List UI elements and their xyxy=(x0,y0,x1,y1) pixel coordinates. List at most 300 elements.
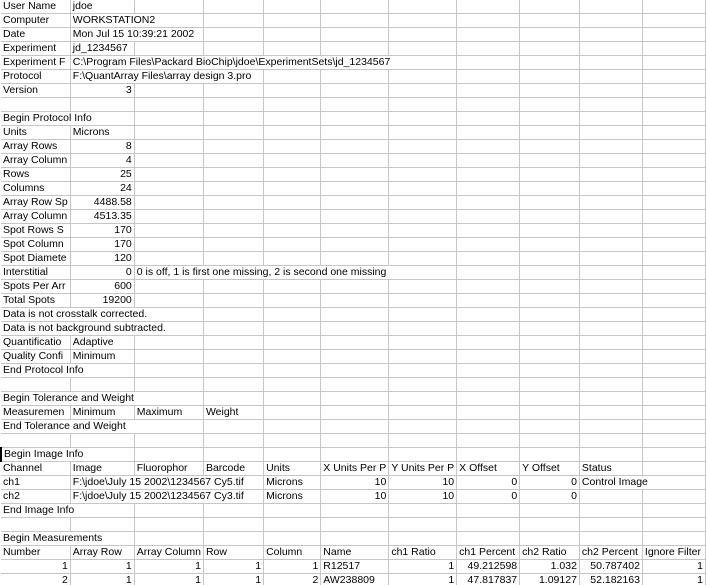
grid-cell-empty[interactable] xyxy=(579,196,642,210)
grid-cell-empty[interactable] xyxy=(389,196,457,210)
grid-cell-empty[interactable] xyxy=(642,14,705,28)
grid-cell-empty[interactable] xyxy=(520,504,580,518)
grid-cell-empty[interactable] xyxy=(134,0,203,14)
grid-cell[interactable]: 4 xyxy=(70,154,134,168)
grid-cell-empty[interactable] xyxy=(134,196,203,210)
grid-cell-empty[interactable] xyxy=(203,224,263,238)
grid-cell-empty[interactable] xyxy=(203,238,263,252)
grid-cell-empty[interactable] xyxy=(642,112,705,126)
grid-cell-empty[interactable] xyxy=(389,84,457,98)
grid-cell[interactable]: 25 xyxy=(70,168,134,182)
grid-cell[interactable]: Microns xyxy=(264,476,321,490)
grid-cell-empty[interactable] xyxy=(264,98,321,112)
grid-cell-empty[interactable] xyxy=(457,252,520,266)
grid-cell-empty[interactable] xyxy=(321,70,389,84)
grid-cell[interactable]: Data is not background subtracted. xyxy=(1,322,203,336)
grid-cell-empty[interactable] xyxy=(579,504,642,518)
grid-cell-empty[interactable] xyxy=(579,280,642,294)
grid-cell-empty[interactable] xyxy=(264,406,321,420)
grid-cell-empty[interactable] xyxy=(457,518,520,532)
grid-cell-empty[interactable] xyxy=(457,56,520,70)
grid-cell-empty[interactable] xyxy=(134,504,203,518)
grid-cell-empty[interactable] xyxy=(264,154,321,168)
grid-cell-empty[interactable] xyxy=(457,266,520,280)
grid-cell[interactable]: End Tolerance and Weight xyxy=(1,420,203,434)
grid-cell[interactable]: Array Column xyxy=(1,210,70,224)
grid-cell-empty[interactable] xyxy=(264,196,321,210)
grid-cell-empty[interactable] xyxy=(264,504,321,518)
grid-cell-empty[interactable] xyxy=(389,140,457,154)
grid-cell-empty[interactable] xyxy=(264,140,321,154)
grid-cell-empty[interactable] xyxy=(264,252,321,266)
grid-cell-empty[interactable] xyxy=(264,392,321,406)
grid-cell-empty[interactable] xyxy=(203,434,263,448)
grid-cell-empty[interactable] xyxy=(520,434,580,448)
grid-cell[interactable]: X Units Per P xyxy=(321,462,389,476)
grid-cell[interactable]: Quality Confi xyxy=(1,350,70,364)
grid-cell-empty[interactable] xyxy=(321,364,389,378)
grid-cell[interactable]: Number xyxy=(1,546,70,560)
grid-cell[interactable]: Date xyxy=(1,28,70,42)
grid-cell-empty[interactable] xyxy=(264,238,321,252)
grid-cell-empty[interactable] xyxy=(203,28,263,42)
grid-cell[interactable]: 10 xyxy=(321,490,389,504)
grid-cell-empty[interactable] xyxy=(264,350,321,364)
grid-cell-empty[interactable] xyxy=(134,532,203,546)
grid-cell-empty[interactable] xyxy=(264,434,321,448)
grid-cell-empty[interactable] xyxy=(321,224,389,238)
grid-cell-empty[interactable] xyxy=(579,168,642,182)
grid-cell-empty[interactable] xyxy=(203,112,263,126)
grid-cell-empty[interactable] xyxy=(642,140,705,154)
grid-cell-empty[interactable] xyxy=(203,98,263,112)
grid-cell-empty[interactable] xyxy=(389,224,457,238)
grid-cell-empty[interactable] xyxy=(203,168,263,182)
grid-cell-empty[interactable] xyxy=(264,42,321,56)
grid-cell-empty[interactable] xyxy=(579,84,642,98)
grid-cell-empty[interactable] xyxy=(134,182,203,196)
grid-cell-empty[interactable] xyxy=(70,378,134,392)
grid-cell-empty[interactable] xyxy=(389,238,457,252)
grid-cell-empty[interactable] xyxy=(642,280,705,294)
grid-cell[interactable]: Version xyxy=(1,84,70,98)
grid-cell[interactable]: Ignore Filter xyxy=(642,546,705,560)
grid-cell-empty[interactable] xyxy=(579,434,642,448)
grid-cell-empty[interactable] xyxy=(321,518,389,532)
grid-cell-empty[interactable] xyxy=(389,434,457,448)
grid-cell-empty[interactable] xyxy=(203,280,263,294)
grid-cell-empty[interactable] xyxy=(579,490,642,504)
grid-cell-empty[interactable] xyxy=(203,42,263,56)
grid-cell-empty[interactable] xyxy=(321,210,389,224)
grid-cell-empty[interactable] xyxy=(520,280,580,294)
grid-cell-empty[interactable] xyxy=(457,308,520,322)
grid-cell-empty[interactable] xyxy=(642,238,705,252)
grid-cell-empty[interactable] xyxy=(203,504,263,518)
grid-cell-empty[interactable] xyxy=(642,224,705,238)
grid-cell-empty[interactable] xyxy=(389,532,457,546)
grid-cell-empty[interactable] xyxy=(203,336,263,350)
grid-cell-empty[interactable] xyxy=(203,294,263,308)
grid-cell[interactable]: Begin Image Info xyxy=(1,448,134,462)
grid-cell[interactable]: Weight xyxy=(203,406,263,420)
grid-cell-empty[interactable] xyxy=(264,126,321,140)
grid-cell-empty[interactable] xyxy=(134,224,203,238)
grid-cell[interactable]: Microns xyxy=(264,490,321,504)
grid-cell-empty[interactable] xyxy=(579,378,642,392)
grid-cell-empty[interactable] xyxy=(321,532,389,546)
grid-cell[interactable]: 1 xyxy=(264,560,321,574)
grid-cell[interactable]: 0 is off, 1 is first one missing, 2 is second one missing xyxy=(134,266,456,280)
grid-cell[interactable]: Adaptive xyxy=(70,336,134,350)
grid-cell-empty[interactable] xyxy=(642,518,705,532)
grid-cell-empty[interactable] xyxy=(520,98,580,112)
grid-cell-empty[interactable] xyxy=(134,294,203,308)
grid-cell-empty[interactable] xyxy=(579,448,642,462)
grid-cell[interactable]: End Protocol Info xyxy=(1,364,134,378)
grid-cell-empty[interactable] xyxy=(520,196,580,210)
grid-cell-empty[interactable] xyxy=(642,490,705,504)
grid-cell[interactable]: Spot Column xyxy=(1,238,70,252)
grid-cell-empty[interactable] xyxy=(264,70,321,84)
grid-cell[interactable]: Experiment xyxy=(1,42,70,56)
grid-cell-empty[interactable] xyxy=(1,98,70,112)
grid-cell[interactable]: ch2 Ratio xyxy=(520,546,580,560)
grid-cell-empty[interactable] xyxy=(642,392,705,406)
grid-cell-empty[interactable] xyxy=(579,350,642,364)
grid-cell-empty[interactable] xyxy=(579,294,642,308)
grid-cell-empty[interactable] xyxy=(579,112,642,126)
grid-cell-empty[interactable] xyxy=(642,532,705,546)
grid-cell[interactable]: Status xyxy=(579,462,642,476)
grid-cell-empty[interactable] xyxy=(264,532,321,546)
grid-cell-empty[interactable] xyxy=(642,294,705,308)
grid-cell-empty[interactable] xyxy=(579,420,642,434)
grid-cell-empty[interactable] xyxy=(457,364,520,378)
grid-cell-empty[interactable] xyxy=(457,210,520,224)
grid-cell[interactable]: Row xyxy=(203,546,263,560)
grid-cell-empty[interactable] xyxy=(520,322,580,336)
grid-cell[interactable]: Total Spots xyxy=(1,294,70,308)
grid-cell-empty[interactable] xyxy=(520,266,580,280)
grid-cell[interactable]: C:\Program Files\Packard BioChip\jdoe\ExperimentSets\jd_1234567 xyxy=(70,56,456,70)
grid-cell-empty[interactable] xyxy=(203,364,263,378)
grid-cell[interactable]: Array Rows xyxy=(1,140,70,154)
grid-cell[interactable]: Columns xyxy=(1,182,70,196)
grid-cell[interactable]: 1 xyxy=(389,560,457,574)
grid-cell-empty[interactable] xyxy=(579,322,642,336)
grid-cell-empty[interactable] xyxy=(203,154,263,168)
grid-cell-empty[interactable] xyxy=(579,182,642,196)
grid-cell-empty[interactable] xyxy=(642,168,705,182)
grid-cell-empty[interactable] xyxy=(520,210,580,224)
grid-cell[interactable]: 1 xyxy=(70,560,134,574)
grid-cell[interactable]: Column xyxy=(264,546,321,560)
grid-cell[interactable]: 1 xyxy=(203,574,263,585)
grid-cell[interactable]: 4488.58 xyxy=(70,196,134,210)
grid-cell-empty[interactable] xyxy=(520,14,580,28)
grid-cell-empty[interactable] xyxy=(642,126,705,140)
grid-cell-empty[interactable] xyxy=(389,322,457,336)
grid-cell[interactable]: Maximum xyxy=(134,406,203,420)
grid-cell-empty[interactable] xyxy=(203,532,263,546)
grid-cell[interactable]: jdoe xyxy=(70,0,134,14)
grid-cell-empty[interactable] xyxy=(203,518,263,532)
grid-cell-empty[interactable] xyxy=(203,378,263,392)
grid-cell-empty[interactable] xyxy=(389,504,457,518)
grid-cell-empty[interactable] xyxy=(642,196,705,210)
grid-cell-empty[interactable] xyxy=(389,378,457,392)
grid-cell-empty[interactable] xyxy=(389,0,457,14)
grid-cell-empty[interactable] xyxy=(321,406,389,420)
grid-cell-empty[interactable] xyxy=(264,84,321,98)
grid-cell[interactable]: Spots Per Arr xyxy=(1,280,70,294)
grid-cell[interactable]: Minimum xyxy=(70,406,134,420)
grid-cell[interactable]: Image xyxy=(70,462,134,476)
grid-cell-empty[interactable] xyxy=(642,70,705,84)
grid-cell-empty[interactable] xyxy=(642,0,705,14)
grid-cell-empty[interactable] xyxy=(457,42,520,56)
grid-cell-empty[interactable] xyxy=(520,182,580,196)
grid-cell[interactable]: Y Offset xyxy=(520,462,580,476)
grid-cell-empty[interactable] xyxy=(134,518,203,532)
grid-cell[interactable]: Microns xyxy=(70,126,134,140)
grid-cell-empty[interactable] xyxy=(321,420,389,434)
grid-cell[interactable]: ch1 Ratio xyxy=(389,546,457,560)
grid-cell-empty[interactable] xyxy=(579,238,642,252)
grid-cell[interactable]: Quantificatio xyxy=(1,336,70,350)
grid-cell[interactable]: F:\QuantArray Files\array design 3.pro xyxy=(70,70,263,84)
grid-cell-empty[interactable] xyxy=(321,350,389,364)
grid-cell-empty[interactable] xyxy=(264,294,321,308)
grid-cell-empty[interactable] xyxy=(134,42,203,56)
grid-cell-empty[interactable] xyxy=(457,112,520,126)
grid-cell-empty[interactable] xyxy=(321,280,389,294)
grid-cell[interactable]: 10 xyxy=(389,490,457,504)
grid-cell-empty[interactable] xyxy=(203,84,263,98)
grid-cell-empty[interactable] xyxy=(520,448,580,462)
grid-cell-empty[interactable] xyxy=(457,70,520,84)
grid-cell-empty[interactable] xyxy=(389,518,457,532)
grid-cell-empty[interactable] xyxy=(134,350,203,364)
grid-cell-empty[interactable] xyxy=(520,406,580,420)
grid-cell-empty[interactable] xyxy=(642,364,705,378)
grid-cell[interactable]: 170 xyxy=(70,224,134,238)
grid-cell-empty[interactable] xyxy=(520,70,580,84)
grid-cell-empty[interactable] xyxy=(579,308,642,322)
grid-cell-empty[interactable] xyxy=(264,0,321,14)
grid-cell-empty[interactable] xyxy=(389,28,457,42)
grid-cell-empty[interactable] xyxy=(457,350,520,364)
grid-cell-empty[interactable] xyxy=(134,336,203,350)
grid-cell-empty[interactable] xyxy=(203,392,263,406)
grid-cell-empty[interactable] xyxy=(579,126,642,140)
grid-cell-empty[interactable] xyxy=(579,252,642,266)
grid-cell[interactable]: Measuremen xyxy=(1,406,70,420)
grid-cell-empty[interactable] xyxy=(321,140,389,154)
grid-cell-empty[interactable] xyxy=(389,182,457,196)
grid-cell-empty[interactable] xyxy=(321,392,389,406)
grid-cell[interactable]: 170 xyxy=(70,238,134,252)
grid-cell[interactable]: 2 xyxy=(1,574,70,585)
grid-cell-empty[interactable] xyxy=(389,294,457,308)
grid-cell-empty[interactable] xyxy=(520,28,580,42)
grid-cell-empty[interactable] xyxy=(642,28,705,42)
grid-cell-empty[interactable] xyxy=(457,196,520,210)
grid-cell-empty[interactable] xyxy=(642,42,705,56)
grid-cell-empty[interactable] xyxy=(579,98,642,112)
grid-cell-empty[interactable] xyxy=(520,42,580,56)
grid-cell-empty[interactable] xyxy=(321,322,389,336)
grid-cell-empty[interactable] xyxy=(134,168,203,182)
grid-cell-empty[interactable] xyxy=(520,294,580,308)
grid-cell-empty[interactable] xyxy=(264,322,321,336)
grid-cell[interactable]: 0 xyxy=(457,490,520,504)
grid-cell[interactable]: 8 xyxy=(70,140,134,154)
grid-cell[interactable]: 1 xyxy=(134,574,203,585)
grid-cell-empty[interactable] xyxy=(321,182,389,196)
grid-cell[interactable]: Begin Protocol Info xyxy=(1,112,134,126)
grid-cell-empty[interactable] xyxy=(389,14,457,28)
grid-cell-empty[interactable] xyxy=(579,210,642,224)
grid-cell-empty[interactable] xyxy=(264,308,321,322)
grid-cell-empty[interactable] xyxy=(457,168,520,182)
grid-cell[interactable]: 600 xyxy=(70,280,134,294)
grid-cell-empty[interactable] xyxy=(457,504,520,518)
grid-cell[interactable]: Computer xyxy=(1,14,70,28)
grid-cell-empty[interactable] xyxy=(203,140,263,154)
grid-cell-empty[interactable] xyxy=(579,140,642,154)
grid-cell[interactable]: jd_1234567 xyxy=(70,42,134,56)
grid-cell-empty[interactable] xyxy=(264,182,321,196)
grid-cell-empty[interactable] xyxy=(389,392,457,406)
grid-cell[interactable]: Minimum xyxy=(70,350,134,364)
grid-cell[interactable]: Y Units Per P xyxy=(389,462,457,476)
grid-cell-empty[interactable] xyxy=(579,266,642,280)
grid-cell[interactable]: Units xyxy=(1,126,70,140)
grid-cell-empty[interactable] xyxy=(321,28,389,42)
grid-cell-empty[interactable] xyxy=(321,294,389,308)
grid-cell[interactable]: AW238809 xyxy=(321,574,389,585)
grid-cell-empty[interactable] xyxy=(389,126,457,140)
grid-cell-empty[interactable] xyxy=(457,126,520,140)
grid-cell-empty[interactable] xyxy=(134,238,203,252)
grid-cell[interactable]: Channel xyxy=(1,462,70,476)
grid-cell-empty[interactable] xyxy=(642,420,705,434)
grid-cell-empty[interactable] xyxy=(457,182,520,196)
grid-cell-empty[interactable] xyxy=(520,126,580,140)
grid-cell[interactable]: Mon Jul 15 10:39:21 2002 xyxy=(70,28,203,42)
grid-cell-empty[interactable] xyxy=(321,154,389,168)
grid-cell-empty[interactable] xyxy=(642,462,705,476)
grid-cell-empty[interactable] xyxy=(389,308,457,322)
grid-cell-empty[interactable] xyxy=(264,14,321,28)
grid-cell-empty[interactable] xyxy=(70,518,134,532)
grid-cell-empty[interactable] xyxy=(642,378,705,392)
grid-cell-empty[interactable] xyxy=(579,0,642,14)
grid-cell-empty[interactable] xyxy=(389,252,457,266)
grid-cell[interactable]: 50.787402 xyxy=(579,560,642,574)
grid-cell-empty[interactable] xyxy=(389,406,457,420)
grid-cell-empty[interactable] xyxy=(389,210,457,224)
grid-cell-empty[interactable] xyxy=(457,140,520,154)
grid-cell-empty[interactable] xyxy=(203,0,263,14)
grid-cell-empty[interactable] xyxy=(1,518,70,532)
grid-cell-empty[interactable] xyxy=(520,84,580,98)
grid-cell-empty[interactable] xyxy=(520,308,580,322)
grid-cell-empty[interactable] xyxy=(389,364,457,378)
grid-cell-empty[interactable] xyxy=(642,84,705,98)
grid-cell[interactable]: Array Column xyxy=(134,546,203,560)
grid-cell[interactable]: 1 xyxy=(642,560,705,574)
grid-cell-empty[interactable] xyxy=(457,224,520,238)
grid-cell-empty[interactable] xyxy=(457,378,520,392)
grid-cell[interactable]: End Image Info xyxy=(1,504,134,518)
grid-cell[interactable]: 1 xyxy=(134,560,203,574)
grid-cell-empty[interactable] xyxy=(579,14,642,28)
grid-cell[interactable]: X Offset xyxy=(457,462,520,476)
grid-cell[interactable]: ch1 Percent xyxy=(457,546,520,560)
grid-cell[interactable]: Spot Diamete xyxy=(1,252,70,266)
grid-cell-empty[interactable] xyxy=(520,56,580,70)
grid-cell-empty[interactable] xyxy=(264,224,321,238)
grid-cell-empty[interactable] xyxy=(203,126,263,140)
grid-cell[interactable]: 1 xyxy=(203,560,263,574)
grid-cell-empty[interactable] xyxy=(520,392,580,406)
grid-cell-empty[interactable] xyxy=(520,0,580,14)
grid-cell-empty[interactable] xyxy=(457,14,520,28)
grid-cell-empty[interactable] xyxy=(134,84,203,98)
grid-cell[interactable]: 47.817837 xyxy=(457,574,520,585)
grid-cell-empty[interactable] xyxy=(203,448,263,462)
grid-cell-empty[interactable] xyxy=(520,518,580,532)
grid-cell-empty[interactable] xyxy=(457,294,520,308)
grid-cell-empty[interactable] xyxy=(203,182,263,196)
grid-cell[interactable]: Control Image xyxy=(579,476,705,490)
grid-cell-empty[interactable] xyxy=(1,434,70,448)
grid-cell[interactable]: 1 xyxy=(1,560,70,574)
grid-cell-empty[interactable] xyxy=(579,336,642,350)
grid-cell[interactable]: Fluorophor xyxy=(134,462,203,476)
grid-cell-empty[interactable] xyxy=(389,112,457,126)
grid-cell-empty[interactable] xyxy=(321,308,389,322)
grid-cell-empty[interactable] xyxy=(457,336,520,350)
grid-cell-empty[interactable] xyxy=(457,84,520,98)
grid-cell[interactable]: F:\jdoe\July 15 2002\1234567 Cy3.tif xyxy=(70,490,263,504)
grid-cell-empty[interactable] xyxy=(389,42,457,56)
grid-cell[interactable]: 4513.35 xyxy=(70,210,134,224)
grid-cell[interactable]: 1 xyxy=(642,574,705,585)
grid-cell[interactable]: Units xyxy=(264,462,321,476)
grid-cell-empty[interactable] xyxy=(520,168,580,182)
grid-cell-empty[interactable] xyxy=(321,238,389,252)
grid-cell-empty[interactable] xyxy=(264,518,321,532)
grid-cell-empty[interactable] xyxy=(321,336,389,350)
grid-cell-empty[interactable] xyxy=(321,168,389,182)
grid-cell[interactable]: ch2 Percent xyxy=(579,546,642,560)
grid-cell-empty[interactable] xyxy=(203,14,263,28)
grid-cell-empty[interactable] xyxy=(134,154,203,168)
grid-cell-empty[interactable] xyxy=(203,196,263,210)
grid-cell[interactable]: Interstitial xyxy=(1,266,70,280)
grid-cell-empty[interactable] xyxy=(520,224,580,238)
grid-cell-empty[interactable] xyxy=(457,98,520,112)
grid-cell[interactable]: 49.212598 xyxy=(457,560,520,574)
grid-cell-empty[interactable] xyxy=(321,434,389,448)
grid-cell[interactable]: Begin Tolerance and Weight xyxy=(1,392,203,406)
grid-cell-empty[interactable] xyxy=(457,238,520,252)
grid-cell-empty[interactable] xyxy=(203,420,263,434)
